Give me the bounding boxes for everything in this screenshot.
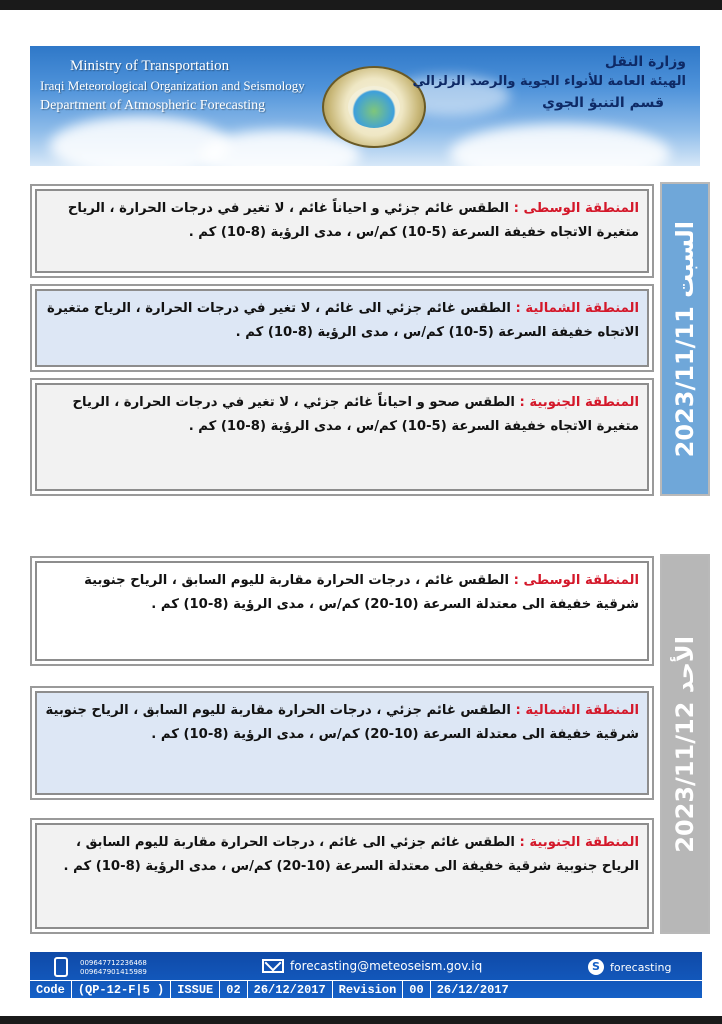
code-label: Code [30,981,72,999]
issue-value: 02 [220,981,247,999]
department-name-en: Department of Atmospheric Forecasting [40,98,266,113]
forecast-box-day1-south: المنطقة الجنوبية : الطقس صحو و احياناً غائم جزئي ، لا تغير في درجات الحرارة ، الرياح متغيرة الاتجاه خفيفة السرعة (5-10) كم/س ، مدى الرؤية (8-10) كم . [30,378,654,496]
phone-icon [54,957,68,977]
header-banner [30,46,700,166]
region-name: المنطقة الشمالية [525,301,639,316]
phone-number: 009647712236468 [80,959,147,967]
day-label: السبت 2023/11/11 [671,220,699,458]
forecast-box-day1-north: المنطقة الشمالية : الطقس غائم جزئي الى غائم ، لا تغير في درجات الحرارة ، الرياح متغيرة الاتجاه خفيفة السرعة (5-10) كم/س ، مدى الرؤية (8-10) كم . [30,284,654,372]
forecast-box-day2-north: المنطقة الشمالية : الطقس غائم جزئي ، درجات الحرارة مقاربة لليوم السابق ، الرياح جنوبية شرقية خفيفة الى معتدلة السرعة (10-20) كم/س ، مدى الرؤية (8-10) كم . [30,686,654,800]
forecast-text: الطقس غائم جزئي الى غائم ، لا تغير في درجات الحرارة ، الرياح متغيرة الاتجاه خفيفة السرعة (5-10) كم/س ، مدى الرؤية (8-10) كم . [47,301,639,340]
email-contact [262,959,482,973]
organization-seal-icon [322,66,426,148]
revision-value: 00 [403,981,430,999]
forecast-box-day2-south: المنطقة الجنوبية : الطقس غائم جزئي الى غائم ، درجات الحرارة مقاربة لليوم السابق ، الرياح جنوبية شرقية خفيفة الى معتدلة السرعة (10-20) كم/س ، مدى الرؤية (8-10) كم . [30,818,654,934]
skype-contact [588,959,672,975]
page-bottom-border [0,1016,722,1024]
day-tab-saturday [660,182,710,496]
email-address[interactable]: forecasting@meteoseism.gov.iq [290,959,483,973]
revision-label: Revision [333,981,404,999]
region-name: المنطقة الجنوبية [529,395,639,410]
forecast-box-day2-central: المنطقة الوسطى : الطقس غائم ، درجات الحرارة مقاربة لليوم السابق ، الرياح جنوبية شرقية خفيفة الى معتدلة السرعة (10-20) كم/س ، مدى الرؤية (8-10) كم . [30,556,654,666]
region-name: المنطقة الجنوبية [529,835,639,850]
day-tab-sunday [660,554,710,934]
issue-label: ISSUE [171,981,220,999]
forecast-box-day1-central: المنطقة الوسطى : الطقس غائم جزئي و احياناً غائم ، لا تغير في درجات الحرارة ، الرياح متغيرة الاتجاه خفيفة السرعة (5-10) كم/س ، مدى الرؤية (8-10) كم . [30,184,654,278]
organization-name-en: Iraqi Meteorological Organization and Seismology [40,78,305,93]
region-name: المنطقة الوسطى [523,573,639,588]
phone-number: 009647901415989 [80,968,147,976]
organization-name-ar: الهيئة العامة للأنواء الجوية والرصد الزلزالي [412,74,686,89]
header-arabic [412,52,686,114]
skype-icon: S [588,959,604,975]
header-english [40,56,305,116]
issue-date: 26/12/2017 [248,981,333,999]
forecast-text: الطقس صحو و احياناً غائم جزئي ، لا تغير في درجات الحرارة ، الرياح متغيرة الاتجاه خفيفة السرعة (5-10) كم/س ، مدى الرؤية (8-10) كم . [72,395,639,434]
department-name-ar: قسم التنبؤ الجوي [542,95,664,111]
forecast-text: الطقس غائم جزئي و احياناً غائم ، لا تغير في درجات الحرارة ، الرياح متغيرة الاتجاه خفيفة السرعة (5-10) كم/س ، مدى الرؤية (8-10) كم . [67,201,639,240]
page-top-border [0,0,722,10]
code-value: (QP-12-F|5 ) [72,981,171,999]
skype-handle: forecasting [610,960,672,974]
document-code-row [30,980,702,998]
region-name: المنطقة الشمالية [525,703,639,718]
forecast-text: الطقس غائم ، درجات الحرارة مقاربة لليوم السابق ، الرياح جنوبية شرقية خفيفة الى معتدلة السرعة (10-20) كم/س ، مدى الرؤية (8-10) كم . [84,573,639,612]
region-name: المنطقة الوسطى [523,201,639,216]
footer-bar [30,952,702,998]
phone-numbers [80,959,147,977]
day-label: الأحد 2023/11/12 [671,635,699,853]
forecast-text: الطقس غائم جزئي ، درجات الحرارة مقاربة لليوم السابق ، الرياح جنوبية شرقية خفيفة الى معتدلة السرعة (10-20) كم/س ، مدى الرؤية (8-10) كم . [45,703,639,742]
forecast-text: الطقس غائم جزئي الى غائم ، درجات الحرارة مقاربة لليوم السابق ، الرياح جنوبية شرقية خفيفة الى معتدلة السرعة (10-20) كم/س ، مدى الرؤية (8-10) كم . [63,835,639,874]
ministry-name-en: Ministry of Transportation [70,58,230,74]
revision-date: 26/12/2017 [436,982,509,997]
ministry-name-ar: وزارة النقل [604,54,686,70]
envelope-icon [262,959,284,973]
